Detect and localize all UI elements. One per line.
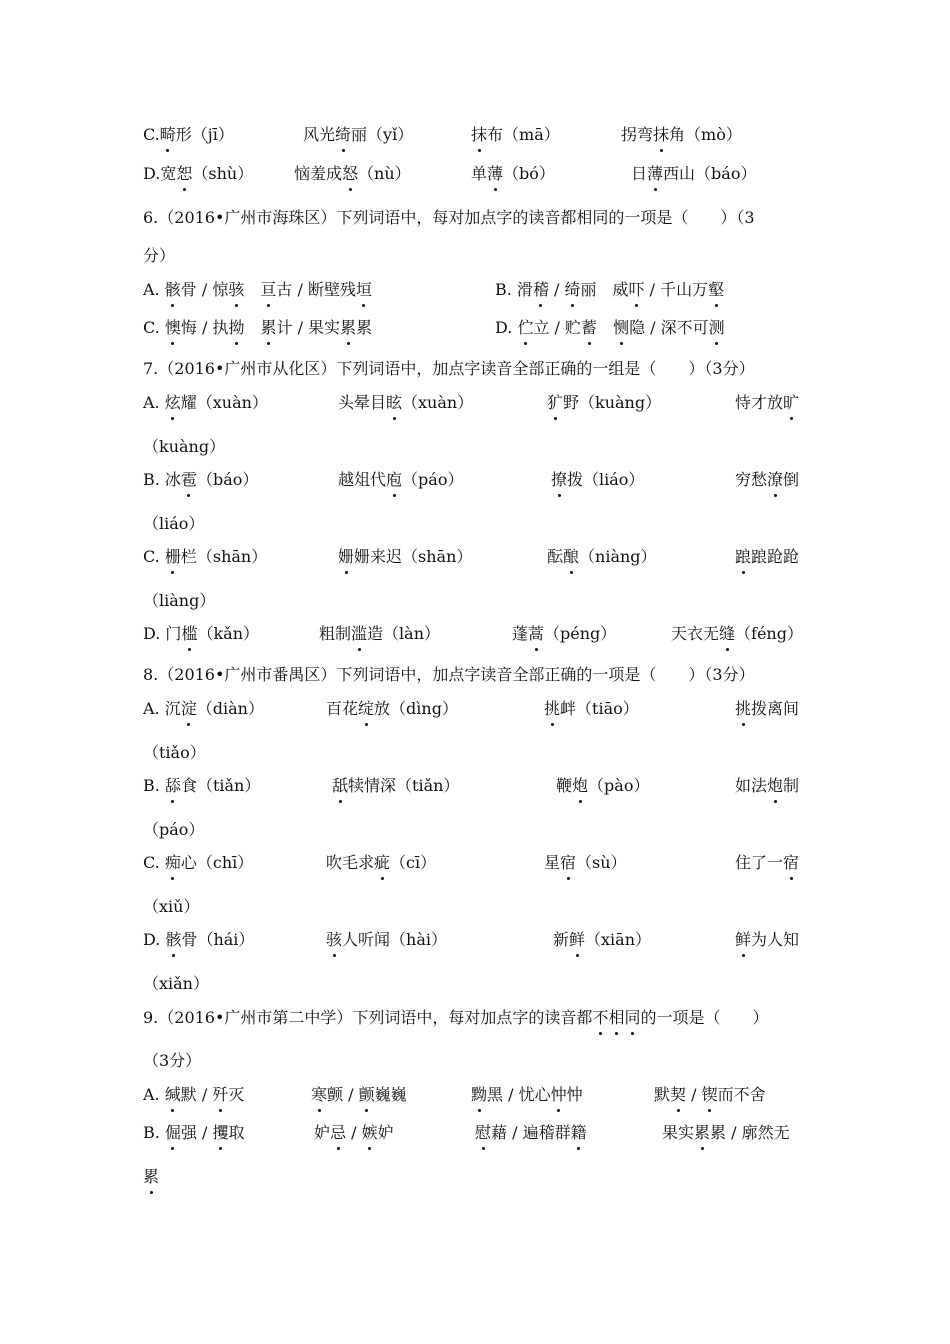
dotted-character: 踉	[735, 545, 751, 569]
text-line	[0, 1165, 950, 1189]
text-segment: 犷野（kuàng）	[547, 391, 661, 415]
text-segment: C. 痴心（chī）	[143, 851, 253, 875]
text-line	[0, 774, 950, 798]
dotted-character: 慰	[475, 1121, 491, 1145]
text-line	[0, 851, 950, 875]
text-segment: 吹毛求疵（cī）	[326, 851, 436, 875]
dotted-character: 黝	[471, 1083, 487, 1107]
text-segment: 恃才放旷	[735, 391, 799, 415]
text-segment: （xiǔ）	[143, 897, 200, 916]
dotted-character: 契	[670, 1083, 686, 1107]
text-line	[0, 895, 950, 919]
text-segment: A. 沉淀（diàn）	[143, 697, 264, 721]
text-line	[0, 928, 950, 952]
text-segment: （tiǎo）	[143, 743, 206, 762]
dotted-character: 槛	[181, 622, 197, 646]
text-segment: 穷愁潦倒	[735, 468, 799, 492]
text-segment: B. 倔强 / 攫取	[143, 1121, 245, 1145]
text-line	[0, 1083, 950, 1107]
dotted-character: 酿	[563, 545, 579, 569]
text-segment: 踉踉跄跄	[735, 545, 799, 569]
dotted-character: 抹	[471, 123, 487, 147]
text-segment: 风光绮丽（yǐ）	[303, 123, 413, 147]
text-segment: 如法炮制	[735, 774, 799, 798]
text-segment: A. 炫耀（xuàn）	[143, 391, 268, 415]
dotted-character: 垣	[356, 278, 372, 302]
dotted-character: 抹	[653, 123, 669, 147]
dotted-character: 稽	[533, 278, 549, 302]
dotted-character: 忌	[330, 1121, 346, 1145]
text-segment: B. 冰雹（báo）	[143, 468, 258, 492]
text-segment: 妒忌 / 嫉妒	[314, 1121, 394, 1145]
text-line	[0, 468, 950, 492]
dotted-character: 淀	[181, 697, 197, 721]
text-segment: 默契 / 锲而不舍	[654, 1083, 766, 1107]
dotted-character: 骇	[228, 278, 244, 302]
dotted-character: 攫	[213, 1121, 229, 1145]
text-line	[0, 697, 950, 721]
text-segment: （liáo）	[143, 514, 205, 533]
text-segment: 百花绽放（dìng）	[326, 697, 458, 721]
dotted-character: 累	[694, 1121, 710, 1145]
dotted-character: 旷	[783, 391, 799, 415]
text-segment: 鲜为人知	[735, 928, 799, 952]
text-line	[0, 545, 950, 569]
dotted-character: 歼	[212, 1083, 228, 1107]
dotted-character: 滥	[351, 622, 367, 646]
dotted-character: 绽	[358, 697, 374, 721]
text-segment: 挑衅（tiāo）	[544, 697, 639, 721]
text-segment: 新鲜（xiān）	[553, 928, 651, 952]
dotted-character: 拗	[228, 316, 244, 340]
text-segment: 9.（2016•广州市第二中学）下列词语中，每对加点字的读音都不相同的一项是（ ）	[143, 1006, 769, 1030]
text-segment: 分）	[143, 246, 176, 265]
text-segment: 天衣无缝（féng）	[671, 622, 803, 646]
dotted-character: 鲜	[569, 928, 585, 952]
text-line	[0, 622, 950, 646]
dotted-character: 倔	[165, 1121, 181, 1145]
dotted-character: 骸	[165, 928, 181, 952]
text-segment: 抹布（mā）	[471, 123, 560, 147]
text-line	[0, 278, 950, 302]
text-line	[0, 123, 950, 147]
dotted-character: 炫	[165, 391, 181, 415]
text-segment: 越俎代庖（páo）	[338, 468, 463, 492]
text-line	[0, 316, 950, 340]
text-line	[0, 1006, 950, 1030]
dotted-character: 疵	[374, 851, 390, 875]
text-segment: 蓬蒿（péng）	[512, 622, 616, 646]
dotted-character: 鲜	[735, 928, 751, 952]
text-line	[0, 512, 950, 536]
dotted-character: 薄	[647, 162, 663, 186]
dotted-character: 宿	[783, 851, 799, 875]
text-segment: 头晕目眩（xuàn）	[338, 391, 473, 415]
dotted-character: 蒿	[528, 622, 544, 646]
text-segment: 星宿（sù）	[544, 851, 627, 875]
text-line	[0, 357, 950, 381]
dotted-character: 姗	[338, 545, 354, 569]
dotted-character: 忡	[551, 1083, 567, 1107]
text-line	[0, 663, 950, 687]
text-line	[0, 589, 950, 613]
text-line	[0, 818, 950, 842]
dotted-character: 测	[709, 316, 725, 340]
dotted-character: 潦	[767, 468, 783, 492]
text-segment: 骇人听闻（hài）	[326, 928, 447, 952]
text-segment: 8.（2016•广州市番禺区）下列词语中，加点字读音全部正确的一项是（ ）（3分）	[143, 665, 755, 684]
text-line	[0, 435, 950, 459]
dotted-character: 畸	[160, 123, 176, 147]
text-segment: 6.（2016•广州市海珠区）下列词语中，每对加点字的读音都相同的一项是（ ）（3	[143, 208, 755, 227]
dotted-character: 相	[608, 1006, 624, 1030]
dotted-character: 骸	[165, 278, 181, 302]
dotted-character: 挑	[544, 697, 560, 721]
text-segment: A. 缄默 / 歼灭	[143, 1083, 244, 1107]
text-segment: 慰藉 / 遍稽群籍	[475, 1121, 587, 1145]
text-segment: 姗姗来迟（shān）	[338, 545, 472, 569]
dotted-character: 炮	[767, 774, 783, 798]
text-segment: （3分）	[143, 1051, 202, 1070]
dotted-character: 同	[624, 1006, 640, 1030]
text-segment: 果实累累 / 廓然无	[662, 1121, 790, 1145]
dotted-character: 嫉	[362, 1121, 378, 1145]
dotted-character: 缝	[719, 622, 735, 646]
dotted-character: 绮	[565, 278, 581, 302]
dotted-character: 庖	[386, 468, 402, 492]
dotted-character: 犷	[547, 391, 563, 415]
text-segment: 寒颤 / 颤巍巍	[311, 1083, 407, 1107]
dotted-character: 绮	[335, 123, 351, 147]
dotted-character: 栅	[165, 545, 181, 569]
dotted-character: 伫	[517, 316, 533, 340]
dotted-character: 寒	[311, 1083, 327, 1107]
dotted-character: 撩	[551, 468, 567, 492]
text-segment: 7.（2016•广州市从化区）下列词语中，加点字读音全部正确的一组是（ ）（3分）	[143, 359, 755, 378]
dotted-character: 薄	[487, 162, 503, 186]
dotted-character: 累	[340, 316, 356, 340]
dotted-character: 炮	[572, 774, 588, 798]
text-segment: 撩拨（liáo）	[551, 468, 644, 492]
text-segment: D. 骸骨（hái）	[143, 928, 254, 952]
text-segment: C.畸形（jī）	[143, 123, 234, 147]
dotted-character: 籍	[571, 1121, 587, 1145]
text-segment: B. 滑稽 / 绮丽 威吓 / 千山万壑	[495, 278, 724, 302]
dotted-character: 锲	[702, 1083, 718, 1107]
text-line	[0, 972, 950, 996]
dotted-character: 舐	[332, 774, 348, 798]
dotted-character: 不	[592, 1006, 608, 1030]
dotted-character: 眩	[386, 391, 402, 415]
text-segment: B. 舔食（tiǎn）	[143, 774, 260, 798]
dotted-character: 亘	[260, 278, 276, 302]
dotted-character: 雹	[181, 468, 197, 492]
text-segment: 酝酿（niàng）	[547, 545, 657, 569]
text-line	[0, 162, 950, 186]
text-segment: 住了一宿	[735, 851, 799, 875]
dotted-character: 蓄	[581, 316, 597, 340]
dotted-character: 累	[143, 1165, 159, 1189]
dotted-character: 舔	[165, 774, 181, 798]
text-line	[0, 391, 950, 415]
text-segment: （liàng）	[143, 591, 216, 610]
text-segment: 黝黑 / 忧心忡忡	[471, 1083, 583, 1107]
dotted-character: 怒	[342, 162, 358, 186]
text-line	[0, 244, 950, 268]
dotted-character: 恕	[176, 162, 192, 186]
dotted-character: 痴	[165, 851, 181, 875]
text-segment: 舐犊情深（tiǎn）	[332, 774, 459, 798]
text-segment: 鞭炮（pào）	[556, 774, 649, 798]
dotted-character: 吓	[629, 278, 645, 302]
text-segment: D. 伫立 / 贮蓄 恻隐 / 深不可测	[495, 316, 725, 340]
dotted-character: 颤	[359, 1083, 375, 1107]
text-segment: D. 门槛（kǎn）	[143, 622, 259, 646]
text-segment: （kuàng）	[143, 437, 226, 456]
text-segment: C. 懊悔 / 执拗 累计 / 果实累累	[143, 316, 372, 340]
text-line	[0, 1121, 950, 1145]
dotted-character: 挑	[735, 697, 751, 721]
text-segment: 粗制滥造（làn）	[319, 622, 440, 646]
text-segment: 日薄西山（báo）	[631, 162, 756, 186]
dotted-character: 缄	[165, 1083, 181, 1107]
text-segment: A. 骸骨 / 惊骇 亘古 / 断壁残垣	[143, 278, 372, 302]
text-segment: 挑拨离间	[735, 697, 799, 721]
dotted-character: 壑	[708, 278, 724, 302]
text-line	[0, 741, 950, 765]
text-segment: （xiǎn）	[143, 974, 209, 993]
text-line	[0, 206, 950, 230]
text-segment	[143, 1165, 159, 1189]
dotted-character: 恻	[613, 316, 629, 340]
text-segment: C. 栅栏（shān）	[143, 545, 267, 569]
dotted-character: 累	[260, 316, 276, 340]
text-segment: 拐弯抹角（mò）	[621, 123, 742, 147]
text-segment: D.宽恕（shù）	[143, 162, 253, 186]
text-segment: 恼羞成怒（nù）	[294, 162, 411, 186]
dotted-character: 骇	[326, 928, 342, 952]
text-segment: （páo）	[143, 820, 205, 839]
text-segment: 单薄（bó）	[471, 162, 555, 186]
text-line	[0, 1049, 950, 1073]
dotted-character: 宿	[560, 851, 576, 875]
dotted-character: 懊	[165, 316, 181, 340]
